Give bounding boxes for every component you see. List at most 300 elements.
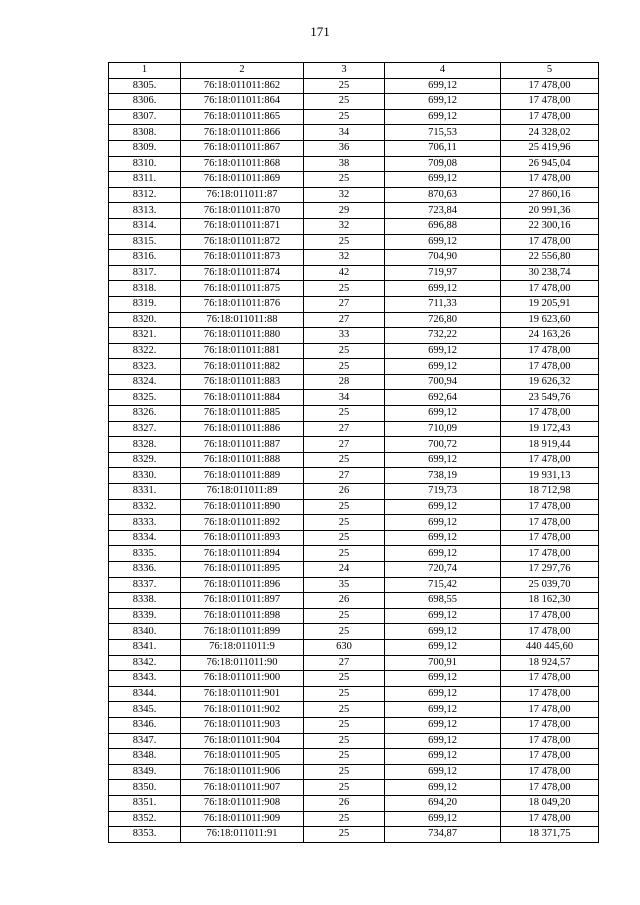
column-header-3: 3 (304, 63, 385, 79)
row-number-cell: 8340. (109, 624, 181, 640)
cadastral-value-cell: 17 297,76 (501, 562, 599, 578)
area-cell: 25 (304, 499, 385, 515)
area-cell: 42 (304, 265, 385, 281)
area-cell: 34 (304, 390, 385, 406)
specific-value-cell: 710,09 (385, 421, 501, 437)
specific-value-cell: 709,08 (385, 156, 501, 172)
cadastral-value-cell: 19 623,60 (501, 312, 599, 328)
cadastral-number-cell: 76:18:011011:868 (181, 156, 304, 172)
row-number-cell: 8318. (109, 281, 181, 297)
area-cell: 25 (304, 359, 385, 375)
cadastral-value-cell: 17 478,00 (501, 546, 599, 562)
cadastral-value-cell: 17 478,00 (501, 624, 599, 640)
cadastral-value-cell: 19 931,13 (501, 468, 599, 484)
table-row (109, 94, 599, 110)
cadastral-value-cell: 17 478,00 (501, 515, 599, 531)
row-number-cell: 8326. (109, 406, 181, 422)
area-cell: 26 (304, 795, 385, 811)
cadastral-value-cell: 17 478,00 (501, 343, 599, 359)
cadastral-number-cell: 76:18:011011:904 (181, 733, 304, 749)
area-cell: 630 (304, 639, 385, 655)
cadastral-value-cell: 24 163,26 (501, 328, 599, 344)
cadastral-value-cell: 17 478,00 (501, 702, 599, 718)
cadastral-number-cell: 76:18:011011:89 (181, 484, 304, 500)
area-cell: 36 (304, 140, 385, 156)
cadastral-number-cell: 76:18:011011:894 (181, 546, 304, 562)
table-row (109, 312, 599, 328)
cadastral-value-cell: 17 478,00 (501, 281, 599, 297)
row-number-cell: 8323. (109, 359, 181, 375)
table-row (109, 749, 599, 765)
specific-value-cell: 711,33 (385, 296, 501, 312)
cadastral-value-cell: 17 478,00 (501, 530, 599, 546)
table-row (109, 655, 599, 671)
row-number-cell: 8353. (109, 827, 181, 843)
specific-value-cell: 700,91 (385, 655, 501, 671)
cadastral-value-cell: 17 478,00 (501, 109, 599, 125)
specific-value-cell: 699,12 (385, 671, 501, 687)
cadastral-value-cell: 26 945,04 (501, 156, 599, 172)
cadastral-value-cell: 17 478,00 (501, 406, 599, 422)
cadastral-value-cell: 18 924,57 (501, 655, 599, 671)
cadastral-number-cell: 76:18:011011:87 (181, 187, 304, 203)
cadastral-value-cell: 22 556,80 (501, 250, 599, 266)
specific-value-cell: 700,94 (385, 374, 501, 390)
area-cell: 25 (304, 94, 385, 110)
specific-value-cell: 699,12 (385, 172, 501, 188)
area-cell: 38 (304, 156, 385, 172)
cadastral-value-cell: 18 162,30 (501, 593, 599, 609)
cadastral-number-cell: 76:18:011011:906 (181, 764, 304, 780)
area-cell: 26 (304, 593, 385, 609)
table-row (109, 296, 599, 312)
cadastral-number-cell: 76:18:011011:884 (181, 390, 304, 406)
row-number-cell: 8336. (109, 562, 181, 578)
area-cell: 25 (304, 515, 385, 531)
page-number: 171 (310, 24, 330, 39)
table-row (109, 374, 599, 390)
column-header-4: 4 (385, 63, 501, 79)
row-number-cell: 8327. (109, 421, 181, 437)
specific-value-cell: 734,87 (385, 827, 501, 843)
cadastral-value-cell: 17 478,00 (501, 359, 599, 375)
specific-value-cell: 732,22 (385, 328, 501, 344)
area-cell: 25 (304, 624, 385, 640)
row-number-cell: 8330. (109, 468, 181, 484)
area-cell: 25 (304, 109, 385, 125)
cadastral-number-cell: 76:18:011011:862 (181, 78, 304, 94)
cadastral-value-cell: 17 478,00 (501, 686, 599, 702)
cadastral-number-cell: 76:18:011011:900 (181, 671, 304, 687)
cadastral-number-cell: 76:18:011011:872 (181, 234, 304, 250)
cadastral-number-cell: 76:18:011011:896 (181, 577, 304, 593)
row-number-cell: 8305. (109, 78, 181, 94)
row-number-cell: 8325. (109, 390, 181, 406)
cadastral-number-cell: 76:18:011011:866 (181, 125, 304, 141)
table-row (109, 343, 599, 359)
table-row (109, 140, 599, 156)
table-row (109, 234, 599, 250)
table-row (109, 593, 599, 609)
area-cell: 25 (304, 702, 385, 718)
table-row (109, 406, 599, 422)
cadastral-number-cell: 76:18:011011:901 (181, 686, 304, 702)
specific-value-cell: 699,12 (385, 452, 501, 468)
row-number-cell: 8351. (109, 795, 181, 811)
area-cell: 25 (304, 764, 385, 780)
specific-value-cell: 706,11 (385, 140, 501, 156)
cadastral-value-cell: 17 478,00 (501, 172, 599, 188)
cadastral-number-cell: 76:18:011011:909 (181, 811, 304, 827)
table-row (109, 78, 599, 94)
area-cell: 25 (304, 686, 385, 702)
cadastral-number-cell: 76:18:011011:883 (181, 374, 304, 390)
cadastral-number-cell: 76:18:011011:867 (181, 140, 304, 156)
row-number-cell: 8337. (109, 577, 181, 593)
specific-value-cell: 699,12 (385, 94, 501, 110)
table-row (109, 795, 599, 811)
specific-value-cell: 700,72 (385, 437, 501, 453)
specific-value-cell: 699,12 (385, 749, 501, 765)
cadastral-value-cell: 17 478,00 (501, 749, 599, 765)
specific-value-cell: 694,20 (385, 795, 501, 811)
specific-value-cell: 699,12 (385, 343, 501, 359)
table-row (109, 203, 599, 219)
area-cell: 25 (304, 234, 385, 250)
cadastral-value-cell: 27 860,16 (501, 187, 599, 203)
area-cell: 27 (304, 421, 385, 437)
area-cell: 25 (304, 671, 385, 687)
row-number-cell: 8317. (109, 265, 181, 281)
table-row (109, 452, 599, 468)
specific-value-cell: 699,12 (385, 499, 501, 515)
cadastral-number-cell: 76:18:011011:888 (181, 452, 304, 468)
specific-value-cell: 699,12 (385, 624, 501, 640)
specific-value-cell: 738,19 (385, 468, 501, 484)
cadastral-number-cell: 76:18:011011:893 (181, 530, 304, 546)
area-cell: 25 (304, 733, 385, 749)
cadastral-number-cell: 76:18:011011:898 (181, 608, 304, 624)
table-row (109, 359, 599, 375)
area-cell: 25 (304, 717, 385, 733)
area-cell: 34 (304, 125, 385, 141)
row-number-cell: 8349. (109, 764, 181, 780)
table-row (109, 530, 599, 546)
cadastral-value-cell: 30 238,74 (501, 265, 599, 281)
cadastral-value-cell: 19 205,91 (501, 296, 599, 312)
cadastral-value-cell: 18 049,20 (501, 795, 599, 811)
area-cell: 25 (304, 452, 385, 468)
specific-value-cell: 692,64 (385, 390, 501, 406)
table-row (109, 328, 599, 344)
cadastral-number-cell: 76:18:011011:88 (181, 312, 304, 328)
cadastral-number-cell: 76:18:011011:907 (181, 780, 304, 796)
specific-value-cell: 699,12 (385, 608, 501, 624)
cadastral-value-cell: 19 626,32 (501, 374, 599, 390)
specific-value-cell: 699,12 (385, 702, 501, 718)
cadastral-value-cell: 25 039,70 (501, 577, 599, 593)
cadastral-number-cell: 76:18:011011:902 (181, 702, 304, 718)
area-cell: 27 (304, 312, 385, 328)
cadastral-number-cell: 76:18:011011:870 (181, 203, 304, 219)
row-number-cell: 8322. (109, 343, 181, 359)
cadastral-value-cell: 18 712,98 (501, 484, 599, 500)
row-number-cell: 8316. (109, 250, 181, 266)
area-cell: 25 (304, 546, 385, 562)
row-number-cell: 8343. (109, 671, 181, 687)
table-body (109, 78, 599, 842)
cadastral-number-cell: 76:18:011011:908 (181, 795, 304, 811)
specific-value-cell: 699,12 (385, 78, 501, 94)
cadastral-number-cell: 76:18:011011:869 (181, 172, 304, 188)
specific-value-cell: 699,12 (385, 406, 501, 422)
cadastral-value-cell: 17 478,00 (501, 671, 599, 687)
area-cell: 25 (304, 343, 385, 359)
table-row (109, 172, 599, 188)
cadastral-number-cell: 76:18:011011:895 (181, 562, 304, 578)
cadastral-value-cell: 17 478,00 (501, 499, 599, 515)
row-number-cell: 8334. (109, 530, 181, 546)
specific-value-cell: 699,12 (385, 639, 501, 655)
specific-value-cell: 699,12 (385, 811, 501, 827)
cadastral-value-cell: 17 478,00 (501, 452, 599, 468)
table-row (109, 639, 599, 655)
area-cell: 32 (304, 187, 385, 203)
area-cell: 27 (304, 655, 385, 671)
table-row (109, 608, 599, 624)
column-header-2: 2 (181, 63, 304, 79)
row-number-cell: 8319. (109, 296, 181, 312)
area-cell: 32 (304, 250, 385, 266)
specific-value-cell: 699,12 (385, 109, 501, 125)
row-number-cell: 8348. (109, 749, 181, 765)
cadastral-value-cell: 19 172,43 (501, 421, 599, 437)
row-number-cell: 8338. (109, 593, 181, 609)
specific-value-cell: 699,12 (385, 530, 501, 546)
table-row (109, 515, 599, 531)
table-row (109, 624, 599, 640)
area-cell: 25 (304, 608, 385, 624)
area-cell: 32 (304, 218, 385, 234)
cadastral-number-cell: 76:18:011011:90 (181, 655, 304, 671)
row-number-cell: 8341. (109, 639, 181, 655)
cadastral-value-cell: 22 300,16 (501, 218, 599, 234)
cadastral-number-cell: 76:18:011011:905 (181, 749, 304, 765)
area-cell: 25 (304, 749, 385, 765)
cadastral-number-cell: 76:18:011011:897 (181, 593, 304, 609)
cadastral-number-cell: 76:18:011011:885 (181, 406, 304, 422)
table-row (109, 218, 599, 234)
table-row (109, 499, 599, 515)
cadastral-number-cell: 76:18:011011:887 (181, 437, 304, 453)
row-number-cell: 8350. (109, 780, 181, 796)
cadastral-number-cell: 76:18:011011:903 (181, 717, 304, 733)
table-row (109, 156, 599, 172)
cadastral-value-cell: 17 478,00 (501, 733, 599, 749)
area-cell: 26 (304, 484, 385, 500)
cadastral-number-cell: 76:18:011011:873 (181, 250, 304, 266)
specific-value-cell: 699,12 (385, 780, 501, 796)
cadastral-number-cell: 76:18:011011:91 (181, 827, 304, 843)
specific-value-cell: 699,12 (385, 359, 501, 375)
specific-value-cell: 699,12 (385, 686, 501, 702)
table-row (109, 281, 599, 297)
table-row (109, 577, 599, 593)
specific-value-cell: 699,12 (385, 717, 501, 733)
cadastral-value-cell: 17 478,00 (501, 78, 599, 94)
area-cell: 27 (304, 437, 385, 453)
row-number-cell: 8332. (109, 499, 181, 515)
cadastral-value-cell: 17 478,00 (501, 780, 599, 796)
specific-value-cell: 719,73 (385, 484, 501, 500)
area-cell: 27 (304, 468, 385, 484)
cadastral-number-cell: 76:18:011011:9 (181, 639, 304, 655)
row-number-cell: 8310. (109, 156, 181, 172)
area-cell: 25 (304, 281, 385, 297)
row-number-cell: 8320. (109, 312, 181, 328)
cadastral-number-cell: 76:18:011011:892 (181, 515, 304, 531)
table-row (109, 811, 599, 827)
area-cell: 33 (304, 328, 385, 344)
area-cell: 25 (304, 780, 385, 796)
cadastral-value-cell: 17 478,00 (501, 608, 599, 624)
cadastral-number-cell: 76:18:011011:864 (181, 94, 304, 110)
specific-value-cell: 699,12 (385, 515, 501, 531)
cadastral-number-cell: 76:18:011011:886 (181, 421, 304, 437)
cadastral-number-cell: 76:18:011011:880 (181, 328, 304, 344)
table-row (109, 671, 599, 687)
specific-value-cell: 715,42 (385, 577, 501, 593)
specific-value-cell: 870,63 (385, 187, 501, 203)
cadastral-value-cell: 20 991,36 (501, 203, 599, 219)
row-number-cell: 8345. (109, 702, 181, 718)
cadastral-value-cell: 18 919,44 (501, 437, 599, 453)
cadastral-number-cell: 76:18:011011:876 (181, 296, 304, 312)
table-row (109, 764, 599, 780)
cadastral-number-cell: 76:18:011011:882 (181, 359, 304, 375)
row-number-cell: 8321. (109, 328, 181, 344)
specific-value-cell: 726,80 (385, 312, 501, 328)
table-row (109, 546, 599, 562)
row-number-cell: 8313. (109, 203, 181, 219)
cadastral-value-cell: 17 478,00 (501, 234, 599, 250)
specific-value-cell: 699,12 (385, 733, 501, 749)
table-row (109, 702, 599, 718)
area-cell: 25 (304, 406, 385, 422)
table-row (109, 109, 599, 125)
area-cell: 25 (304, 827, 385, 843)
table-row (109, 468, 599, 484)
table-header (109, 63, 599, 79)
cadastral-value-cell: 25 419,96 (501, 140, 599, 156)
area-cell: 25 (304, 78, 385, 94)
row-number-cell: 8352. (109, 811, 181, 827)
cadastral-number-cell: 76:18:011011:881 (181, 343, 304, 359)
cadastral-number-cell: 76:18:011011:874 (181, 265, 304, 281)
area-cell: 24 (304, 562, 385, 578)
row-number-cell: 8339. (109, 608, 181, 624)
area-cell: 29 (304, 203, 385, 219)
table-row (109, 437, 599, 453)
cadastral-value-cell: 17 478,00 (501, 717, 599, 733)
row-number-cell: 8346. (109, 717, 181, 733)
row-number-cell: 8307. (109, 109, 181, 125)
row-number-cell: 8329. (109, 452, 181, 468)
row-number-cell: 8309. (109, 140, 181, 156)
specific-value-cell: 699,12 (385, 234, 501, 250)
table-row (109, 780, 599, 796)
cadastral-number-cell: 76:18:011011:871 (181, 218, 304, 234)
row-number-cell: 8324. (109, 374, 181, 390)
cadastral-value-cell: 18 371,75 (501, 827, 599, 843)
area-cell: 35 (304, 577, 385, 593)
cadastral-value-cell: 23 549,76 (501, 390, 599, 406)
cadastral-number-cell: 76:18:011011:890 (181, 499, 304, 515)
table-row (109, 562, 599, 578)
specific-value-cell: 715,53 (385, 125, 501, 141)
specific-value-cell: 699,12 (385, 546, 501, 562)
specific-value-cell: 699,12 (385, 764, 501, 780)
area-cell: 28 (304, 374, 385, 390)
table-row (109, 250, 599, 266)
cadastral-value-table (108, 62, 599, 843)
row-number-cell: 8335. (109, 546, 181, 562)
row-number-cell: 8328. (109, 437, 181, 453)
area-cell: 25 (304, 811, 385, 827)
table-row (109, 390, 599, 406)
cadastral-number-cell: 76:18:011011:899 (181, 624, 304, 640)
cadastral-value-cell: 24 328,02 (501, 125, 599, 141)
area-cell: 25 (304, 530, 385, 546)
specific-value-cell: 720,74 (385, 562, 501, 578)
row-number-cell: 8331. (109, 484, 181, 500)
row-number-cell: 8314. (109, 218, 181, 234)
row-number-cell: 8308. (109, 125, 181, 141)
row-number-cell: 8306. (109, 94, 181, 110)
area-cell: 25 (304, 172, 385, 188)
row-number-cell: 8344. (109, 686, 181, 702)
cadastral-number-cell: 76:18:011011:889 (181, 468, 304, 484)
specific-value-cell: 704,90 (385, 250, 501, 266)
row-number-cell: 8315. (109, 234, 181, 250)
table-row (109, 421, 599, 437)
table-row (109, 733, 599, 749)
row-number-cell: 8311. (109, 172, 181, 188)
row-number-cell: 8347. (109, 733, 181, 749)
specific-value-cell: 699,12 (385, 281, 501, 297)
table-row (109, 717, 599, 733)
table-row (109, 484, 599, 500)
specific-value-cell: 719,97 (385, 265, 501, 281)
table-row (109, 187, 599, 203)
table-row (109, 686, 599, 702)
table-row (109, 265, 599, 281)
table-row (109, 125, 599, 141)
column-header-5: 5 (501, 63, 599, 79)
area-cell: 27 (304, 296, 385, 312)
cadastral-value-cell: 17 478,00 (501, 764, 599, 780)
cadastral-number-cell: 76:18:011011:875 (181, 281, 304, 297)
row-number-cell: 8333. (109, 515, 181, 531)
row-number-cell: 8342. (109, 655, 181, 671)
table-header-row (109, 63, 599, 79)
column-header-1: 1 (109, 63, 181, 79)
cadastral-number-cell: 76:18:011011:865 (181, 109, 304, 125)
row-number-cell: 8312. (109, 187, 181, 203)
specific-value-cell: 723,84 (385, 203, 501, 219)
cadastral-value-cell: 17 478,00 (501, 811, 599, 827)
table-row (109, 827, 599, 843)
